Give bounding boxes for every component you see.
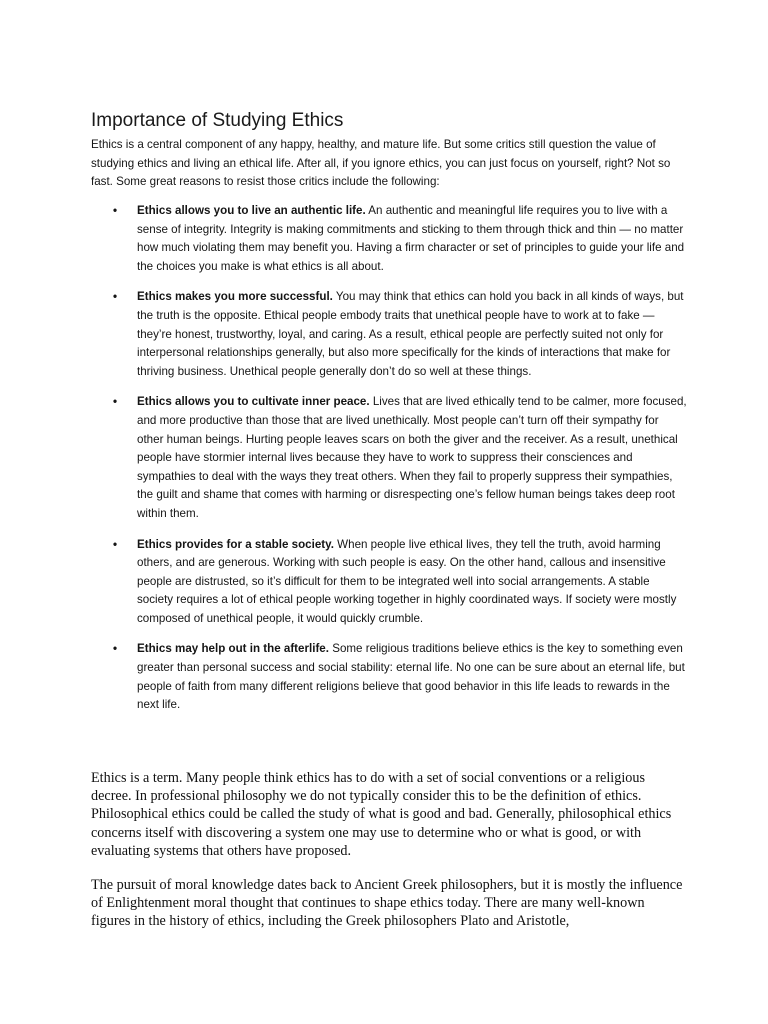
list-item [91, 202, 687, 276]
bullet-text: When people live ethical lives, they tell the truth, avoid harming others, and are generous. Working with such people is easy. On the other hand, callous and insensitive people are distrusted, so it’s difficult for them to be integrated well into social arrangements. A stable society requires a lot of ethical people working together in highly coordinated ways. If society were mostly composed of unethical people, it would quickly crumble. [137, 537, 677, 625]
bullet-text: Lives that are lived ethically tend to be calmer, more focused, and more productive than those that are lived unethically. Most people can’t turn off their sympathy for other human beings. Hurting people leaves scars on both the giver and the receiver. As a result, unethical people have stormier internal lives because they have to work to suppress their consciences and sympathies to deal with the ways they treat others. When they fail to properly suppress their sympathies, the guilt and shame that comes with harming or disrespecting one’s fellow human beings takes deep root within them. [137, 395, 687, 520]
body-paragraph: The pursuit of moral knowledge dates back to Ancient Greek philosophers, but it is mostly the influence of Enlightenment moral thought that continues to shape ethics today. There are many well-known figures in the history of ethics, including the Greek philosophers Plato and Aristotle, [91, 877, 683, 930]
bullet-text: You may think that ethics can hold you back in all kinds of ways, but the truth is the opposite. Ethical people embody traits that unethical people have to work at to fake — they’re honest, trustworthy, loyal, and caring. As a result, ethical people are perfectly suited not only for interpersonal relationships generally, but also more specifically for the kinds of interactions that make for thriving business. Unethical people generally don’t do so well at these things. [137, 290, 684, 378]
bullet-icon: • [113, 642, 118, 656]
bullet-lead: Ethics makes you more successful. [137, 290, 333, 304]
body-paragraph: Ethics is a term. Many people think ethics has to do with a set of social conventions or a religious decree. In professional philosophy we do not typically consider this to be the definition of ethics. Philosophical ethics could be called the study of what is good and bad. Generally, philosophical ethics concerns itself with discovering a system one may use to determine who or what is good, or with evaluating systems that others have proposed. [91, 770, 672, 859]
bullet-text: An authentic and meaningful life requires you to live with a sense of integrity. Integrity is making commitments and sticking to them through thick and thin — no matter how much violating them may benefit you. Having a firm character or set of principles to guide your life and the choices you make is what ethics is all about. [137, 204, 685, 273]
reasons-list [91, 202, 687, 727]
bullet-lead: Ethics may help out in the afterlife. [137, 642, 329, 656]
intro-paragraph: Ethics is a central component of any happy, healthy, and mature life. But some critics still question the value of studying ethics and living an ethical life. After all, if you ignore ethics, you can just focus on yourself, right? Not so fast. Some great reasons to resist those critics include the following: [91, 138, 671, 189]
bullet-icon: • [113, 537, 118, 551]
bullet-lead: Ethics allows you to live an authentic life. [137, 204, 366, 217]
bullet-lead: Ethics provides for a stable society. [137, 537, 334, 551]
bullet-text: Some religious traditions believe ethics is the key to something even greater than personal success and social stability: eternal life. No one can be sure about an eternal life, but people of faith from many different religions believe that good behavior in this life leads to rewards in the next life. [137, 642, 685, 712]
list-item [91, 288, 687, 381]
list-item [91, 640, 687, 714]
list-item [91, 536, 687, 629]
list-item [91, 393, 687, 523]
bullet-lead: Ethics allows you to cultivate inner peace. [137, 395, 370, 409]
bullet-icon: • [113, 290, 118, 304]
bullet-icon: • [113, 395, 118, 409]
bullet-icon: • [113, 204, 118, 217]
page-title: Importance of Studying Ethics [91, 110, 344, 131]
